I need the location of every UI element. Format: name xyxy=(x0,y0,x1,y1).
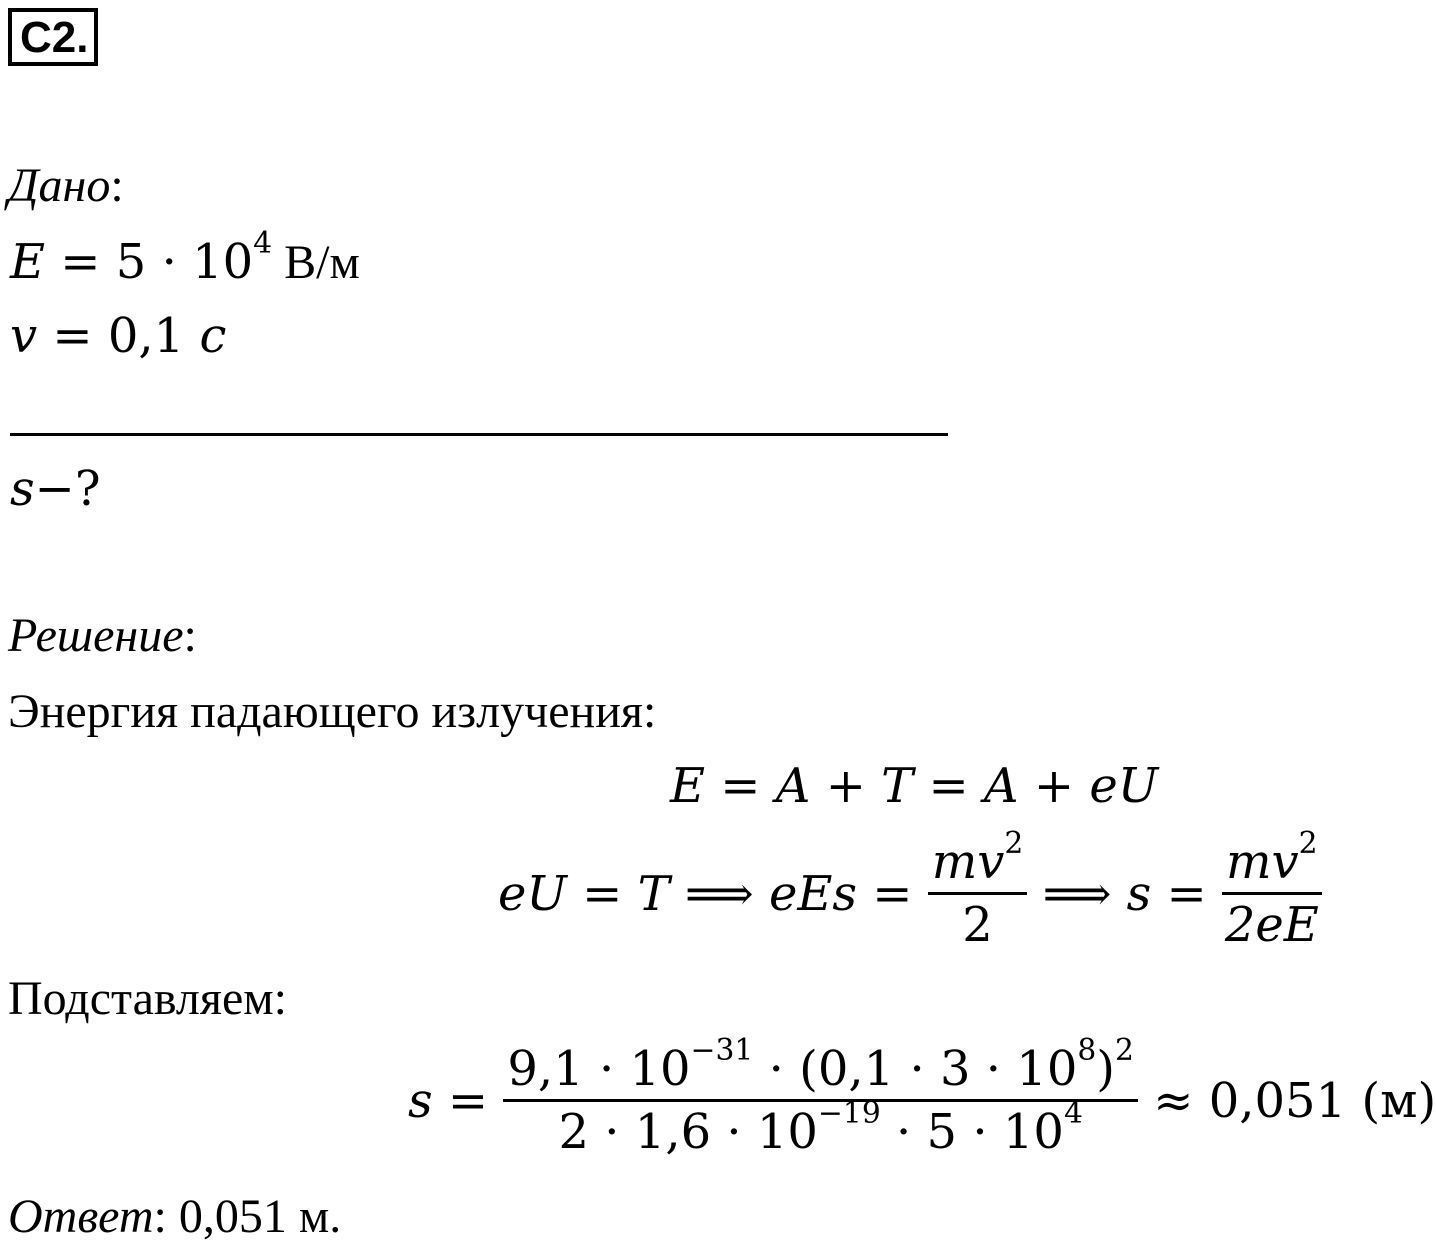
given-v-symbol: v xyxy=(10,308,38,364)
fraction-numerator xyxy=(503,1032,1138,1102)
fraction-denominator: 2 xyxy=(962,897,993,953)
given-v-value: = 0,1 xyxy=(37,308,200,364)
solution-heading xyxy=(8,609,197,662)
given-v-unit: c xyxy=(199,308,227,364)
find-question: −? xyxy=(34,461,101,517)
answer-line xyxy=(8,1190,342,1243)
fraction-denominator: 2eE xyxy=(1224,897,1319,953)
mv-text: mv xyxy=(1226,834,1299,890)
energy-equation: E = A + T = A + eU xyxy=(670,758,1159,814)
answer-label: Ответ xyxy=(8,1190,154,1243)
eq2-left: eU = T ⟹ eEs = xyxy=(498,865,928,922)
given-divider xyxy=(10,433,948,436)
eq3-lhs: s = xyxy=(408,1072,504,1129)
numeric-fraction xyxy=(503,1032,1138,1160)
mv-text: mv xyxy=(931,834,1005,890)
den-exponent-a: −19 xyxy=(817,1095,881,1131)
numeric-substitution-equation xyxy=(408,1032,1436,1160)
substitution-text: Подставляем: xyxy=(8,972,287,1025)
num-part-c: ) xyxy=(1096,1041,1116,1097)
mv-exponent: 2 xyxy=(1004,825,1024,861)
solution-intro-text: Энергия падающего излучения: xyxy=(8,685,657,738)
given-E-exponent: 4 xyxy=(253,225,273,261)
given-E-symbol: E xyxy=(10,234,46,290)
solution-heading-label: Решение xyxy=(8,609,184,662)
fraction-numerator xyxy=(1222,825,1322,895)
fraction-denominator xyxy=(503,1095,1138,1160)
kinetic-energy-fraction xyxy=(928,825,1028,953)
answer-value: : 0,051 м. xyxy=(153,1190,342,1243)
given-velocity xyxy=(10,308,227,364)
num-part-a: 9,1 · 10 xyxy=(507,1041,691,1097)
given-E-value: = 5 · 10 xyxy=(45,234,254,290)
given-E-unit: В/м xyxy=(272,236,360,289)
num-exponent-a: −31 xyxy=(690,1032,754,1068)
distance-fraction xyxy=(1222,825,1322,953)
solution-heading-colon: : xyxy=(183,609,197,662)
given-heading xyxy=(8,159,124,212)
eq2-middle: ⟹ s = xyxy=(1027,865,1223,922)
distance-derivation-equation xyxy=(498,825,1322,953)
num-exponent-b: 8 xyxy=(1077,1032,1097,1068)
den-part-b: · 5 · 10 xyxy=(880,1104,1064,1160)
fraction-numerator xyxy=(928,825,1028,895)
num-exponent-c: 2 xyxy=(1115,1032,1134,1068)
given-heading-label: Дано xyxy=(8,159,111,212)
find-symbol: s xyxy=(10,461,35,517)
given-heading-colon: : xyxy=(110,159,124,212)
result-value: ≈ 0,051 (м) xyxy=(1137,1072,1436,1129)
given-field-strength xyxy=(10,225,360,290)
den-exponent-b: 4 xyxy=(1063,1095,1083,1131)
mv-exponent: 2 xyxy=(1298,825,1318,861)
num-part-b: · (0,1 · 3 · 10 xyxy=(753,1041,1078,1097)
find-quantity xyxy=(10,461,101,517)
den-part-a: 2 · 1,6 · 10 xyxy=(558,1104,818,1160)
task-number-badge: C2. xyxy=(8,8,98,66)
